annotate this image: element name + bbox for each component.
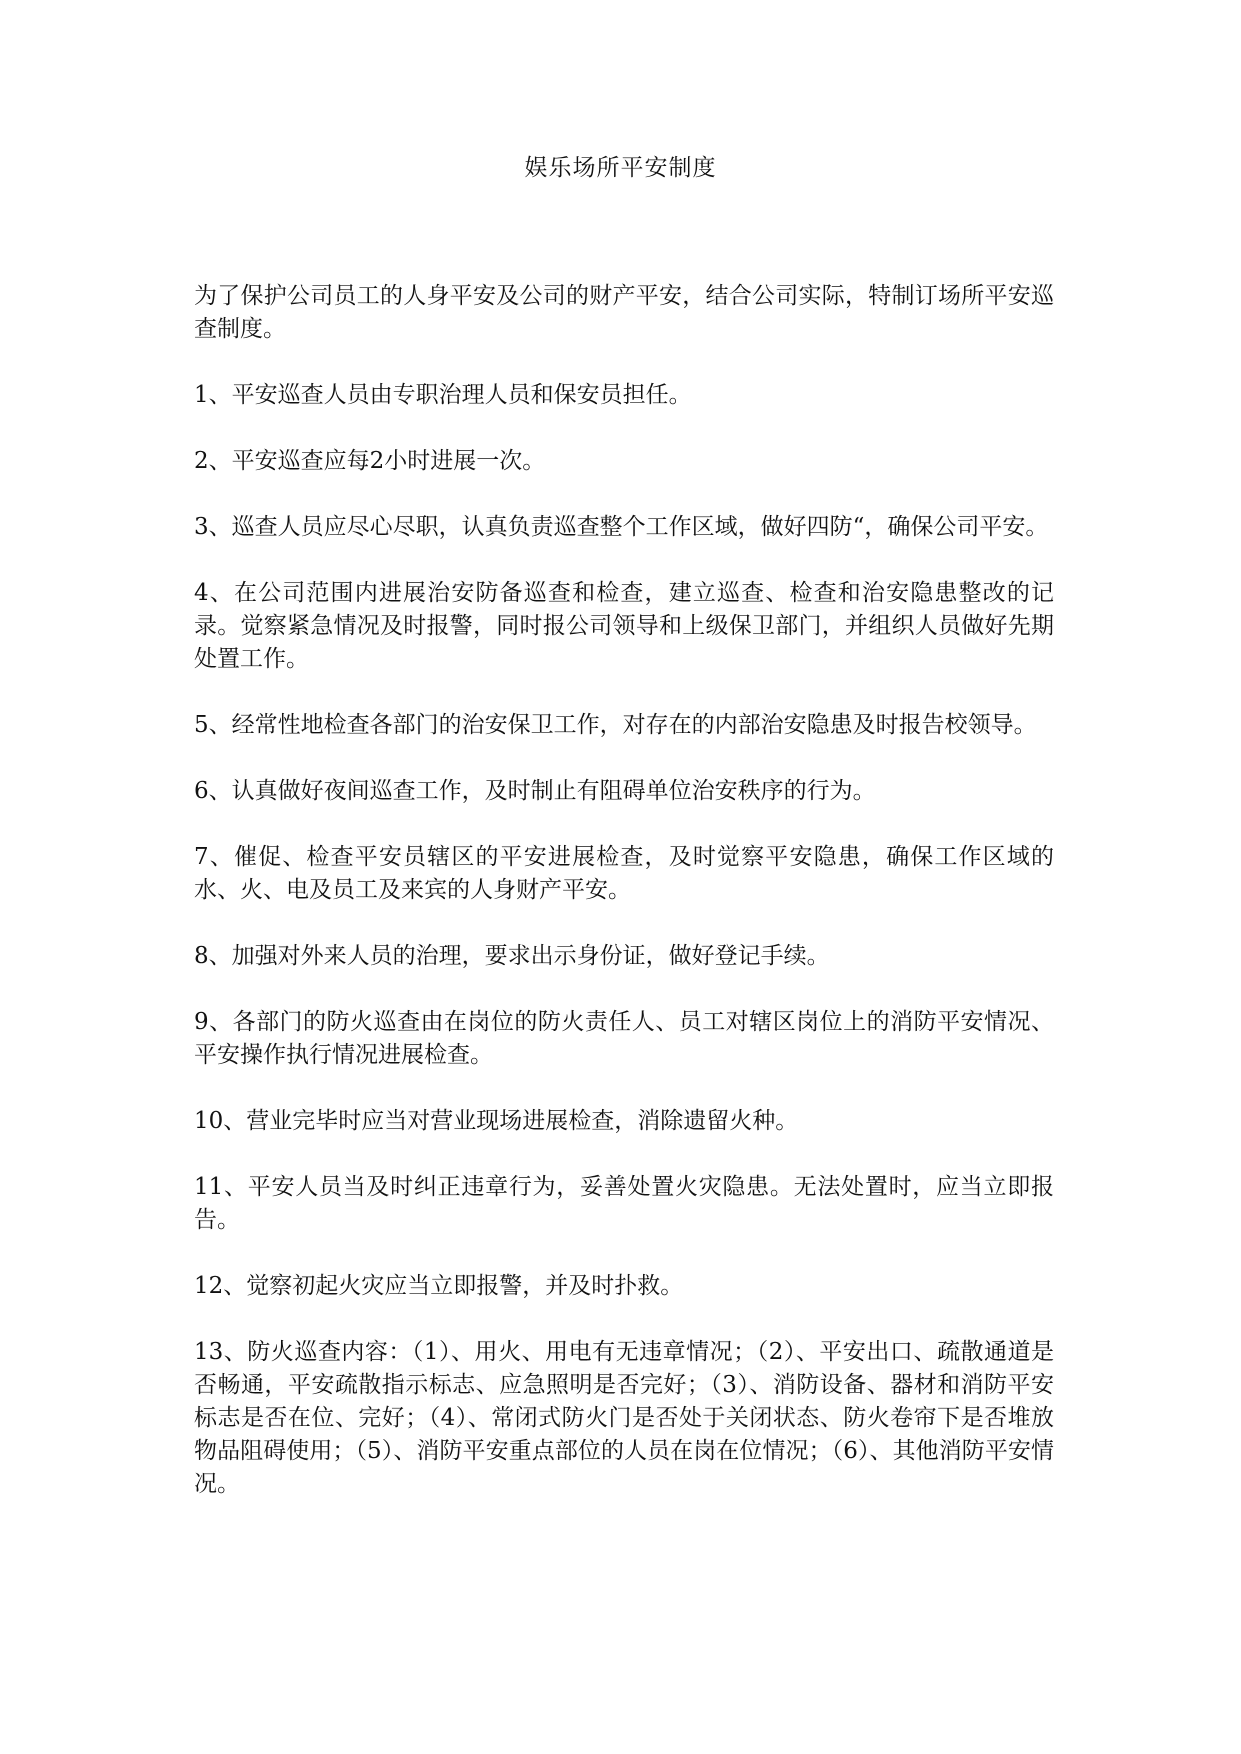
rule-item-8: 8、加强对外来人员的治理，要求出示身份证，做好登记手续。 (194, 943, 830, 969)
rule-item-6: 6、认真做好夜间巡查工作，及时制止有阻碍单位治安秩序的行为。 (194, 778, 876, 804)
rule-item-3: 3、巡查人员应尽心尽职，认真负责巡查整个工作区域，做好四防“，确保公司平安。 (194, 514, 1049, 540)
rule-item-2: 2、平安巡查应每2小时进展一次。 (194, 448, 546, 474)
rule-item-12: 12、觉察初起火灾应当立即报警，并及时扑救。 (194, 1273, 684, 1299)
rule-item-5: 5、经常性地检查各部门的治安保卫工作，对存在的内部治安隐患及时报告校领导。 (194, 712, 1037, 738)
intro-paragraph: 为了保护公司员工的人身平安及公司的财产平安，结合公司实际，特制订场所平安巡查制度。 (194, 283, 1054, 342)
rule-item-4: 4、在公司范围内进展治安防备巡查和检查，建立巡查、检查和治安隐患整改的记录。觉察紧急情况及时报警，同时报公司领导和上级保卫部门，并组织人员做好先期处置工作。 (194, 580, 1054, 672)
rule-item-11: 11、平安人员当及时纠正违章行为，妥善处置火灾隐患。无法处置时，应当立即报告。 (194, 1174, 1054, 1233)
rule-item-13: 13、防火巡查内容：（1）、用火、用电有无违章情况；（2）、平安出口、疏散通道是否畅通，平安疏散指示标志、应急照明是否完好；（3）、消防设备、器材和消防平安标志是否在位、完好；（4）、常闭式防火门是否处于关闭状态、防火卷帘下是否堆放物品阻碍使用；（5）、消防平安重点部位的人员在岗在位情况；（6）、其他消防平安情况。 (194, 1339, 1054, 1497)
rule-item-9: 9、各部门的防火巡查由在岗位的防火责任人、员工对辖区岗位上的消防平安情况、平安操作执行情况进展检查。 (194, 1009, 1054, 1068)
document-body (194, 280, 1054, 1534)
rule-item-10: 10、营业完毕时应当对营业现场进展检查，消除遗留火种。 (194, 1108, 799, 1134)
rule-item-1: 1、平安巡查人员由专职治理人员和保安员担任。 (194, 382, 692, 408)
document-title: 娱乐场所平安制度 (524, 155, 717, 181)
rule-item-7: 7、催促、检查平安员辖区的平安进展检查，及时觉察平安隐患，确保工作区域的水、火、电及员工及来宾的人身财产平安。 (194, 844, 1054, 903)
